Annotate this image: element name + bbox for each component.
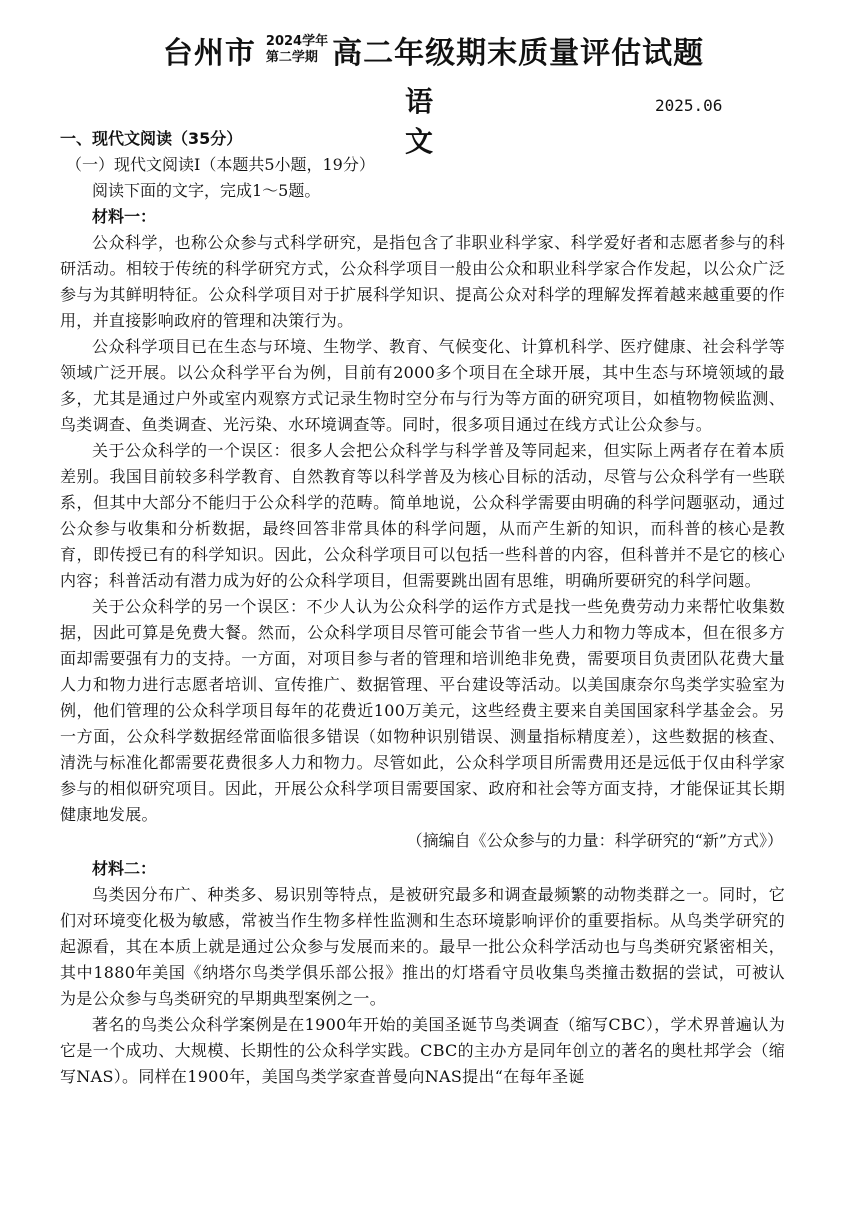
school-year: 2024学年 xyxy=(265,34,329,49)
exam-title: 高二年级期末质量评估试题 xyxy=(332,36,705,71)
material-1-paragraph: 关于公众科学的一个误区：很多人会把公众科学与科学普及等同起来，但实际上两者存在着本质差别。我国目前较多科学教育、自然教育等以科学普及为核心目标的活动，尽管与公众科学有一些联系，但其中大部分不能归于公众科学的范畴。简单地说，公众科学需要由明确的科学问题驱动，通过公众参与收集和分析数据，最终回答非常具体的科学问题，从而产生新的知识，而科普的核心是教育，即传授已有的科学知识。因此，公众科学项目可以包括一些科普的内容，但科普并不是它的核心内容；科普活动有潜力成为好的公众科学项目，但需要跳出固有思维，明确所要研究的科学问题。 xyxy=(60,441,785,590)
reading-instruction: 阅读下面的文字，完成1～5题。 xyxy=(92,181,321,200)
material-1-paragraph: 公众科学，也称公众参与式科学研究，是指包含了非职业科学家、科学爱好者和志愿者参与的科研活动。相较于传统的科学研究方式，公众科学项目一般由公众和职业科学家合作发起，以公众广泛参与为其鲜明特征。公众科学项目对于扩展科学知识、提高公众对科学的理解发挥着越来越重要的作用，并直接影响政府的管理和决策行为。 xyxy=(60,233,785,330)
exam-header xyxy=(0,22,867,78)
section-heading: 一、现代文阅读（35分） xyxy=(60,129,243,148)
material-2-paragraph: 著名的鸟类公众科学案例是在1900年开始的美国圣诞节鸟类调查（缩写CBC），学术界普遍认为它是一个成功、大规模、长期性的公众科学实践。CBC的主办方是同年创立的著名的奥杜邦学会（缩写NAS）。同样在1900年，美国鸟类学家查普曼向NAS提出“在每年圣诞 xyxy=(60,1015,785,1086)
city-name: 台州市 xyxy=(162,36,256,71)
term-stack xyxy=(266,34,328,66)
material-2-paragraph: 鸟类因分布广、种类多、易识别等特点，是被研究最多和调查最频繁的动物类群之一。同时，它们对环境变化极为敏感，常被当作生物多样性监测和生态环境影响评价的重要指标。从鸟类学研究的起源看，其在本质上就是通过公众参与发展而来的。最早一批公众科学活动也与鸟类研究紧密相关，其中1880年美国《纳塔尔鸟类学俱乐部公报》推出的灯塔看守员收集鸟类撞击数据的尝试，可被认为是公众参与鸟类研究的早期典型案例之一。 xyxy=(60,885,785,1008)
subject-title: 语文 xyxy=(405,85,462,158)
exam-date: 2025.06 xyxy=(655,96,723,115)
exam-content xyxy=(60,126,785,1090)
subsection-heading: （一）现代文阅读Ⅰ（本题共5小题，19分） xyxy=(66,155,375,174)
material-1-source: （摘编自《公众参与的力量：科学研究的“新”方式》） xyxy=(406,831,783,850)
material-1-paragraph: 关于公众科学的另一个误区：不少人认为公众科学的运作方式是找一些免费劳动力来帮忙收集数据，因此可算是免费大餐。然而，公众科学项目尽管可能会节省一些人力和物力等成本，但在很多方面却需要强有力的支持。一方面，对项目参与者的管理和培训绝非免费，需要项目负责团队花费大量人力和物力进行志愿者培训、宣传推广、数据管理、平台建设等活动。以美国康奈尔鸟类学实验室为例，他们管理的公众科学项目每年的花费近100万美元，这些经费主要来自美国国家科学基金会。另一方面，公众科学数据经常面临很多错误（如物种识别错误、测量指标精度差），这些数据的核查、清洗与标准化都需要花费很多人力和物力。尽管如此，公众科学项目所需费用还是远低于仅由科学家参与的相似研究项目。因此，开展公众科学项目需要国家、政府和社会等方面支持，才能保证其长期健康地发展。 xyxy=(60,597,785,824)
material-1-paragraph: 公众科学项目已在生态与环境、生物学、教育、气候变化、计算机科学、医疗健康、社会科学等领域广泛开展。以公众科学平台为例，目前有2000多个项目在全球开展，其中生态与环境领域的最多，尤其是通过户外或室内观察方式记录生物时空分布与行为等方面的研究项目，如植物物候监测、鸟类调查、鱼类调查、光污染、水环境调查等。同时，很多项目通过在线方式让公众参与。 xyxy=(60,337,785,434)
material-1-label: 材料一： xyxy=(92,207,157,226)
material-2-label: 材料二： xyxy=(92,859,157,878)
semester: 第二学期 xyxy=(265,50,318,65)
